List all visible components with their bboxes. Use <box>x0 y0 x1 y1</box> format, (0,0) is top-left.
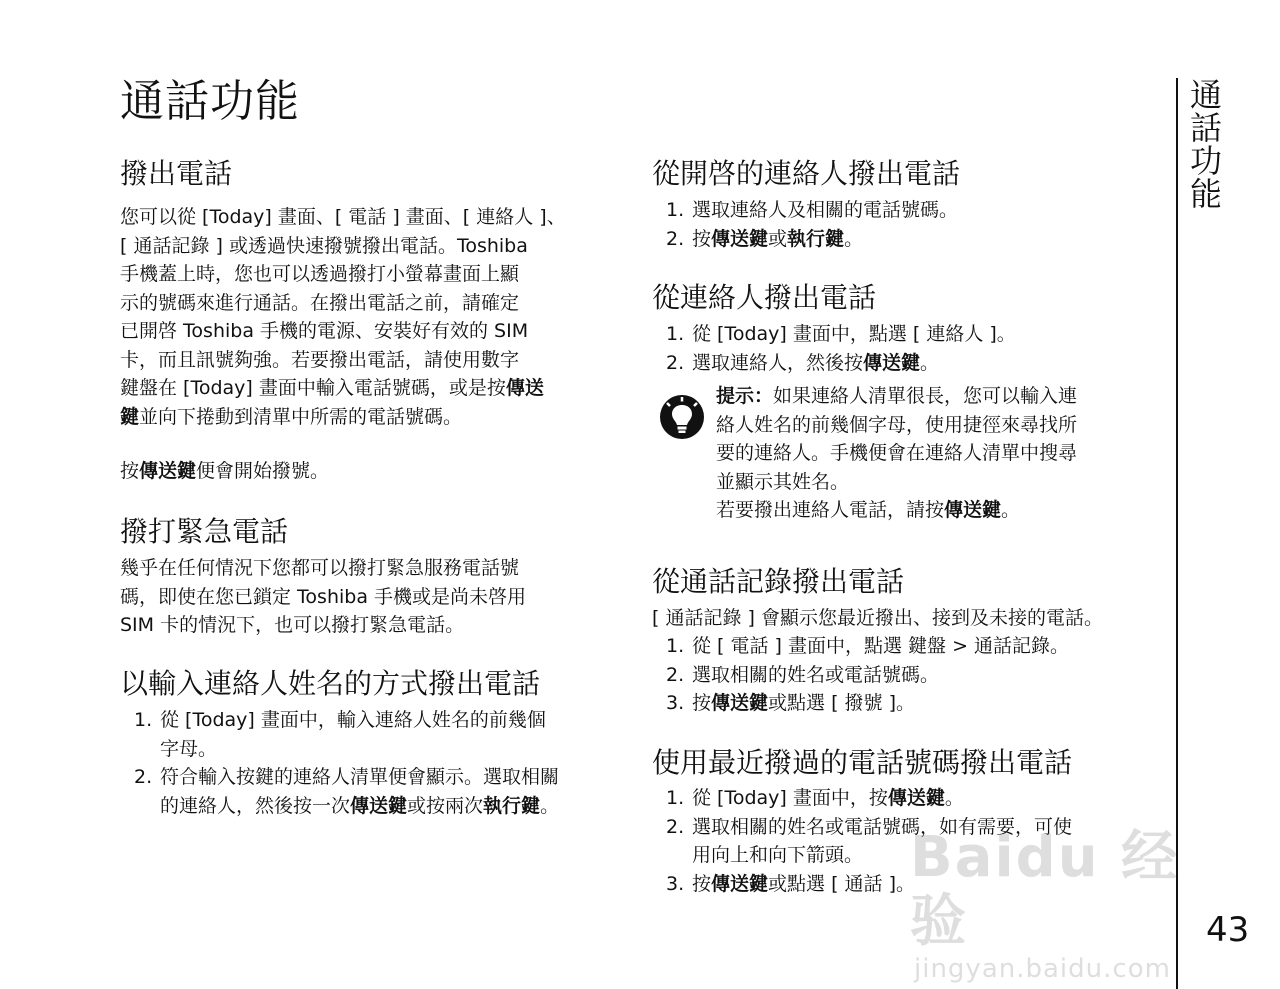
list-item: 3. 按傳送鍵或點選 [ 撥號 ]。 <box>666 692 915 714</box>
page-title: 通話功能 <box>120 76 300 127</box>
history-steps <box>652 632 1162 718</box>
tip-label: 提示： <box>716 385 774 407</box>
call-by-name-steps <box>120 706 640 820</box>
watermark-url: jingyan.baidu.com <box>914 954 1171 984</box>
heading-make-call: 撥出電話 <box>120 157 233 190</box>
text-line: 鍵並向下捲動到清單中所需的電話號碼。 <box>120 405 463 428</box>
text-line: 幾乎在任何情況下您都可以撥打緊急服務電話號 <box>120 557 520 579</box>
lightbulb-tip-icon <box>659 394 705 440</box>
send-key-term: 傳送鍵 <box>139 460 197 482</box>
list-item: 2. 選取相關的姓名或電話號碼，如有需要，可使 用向上和向下箭頭。 <box>666 815 1073 866</box>
list-item: 2. 符合輸入按鍵的連絡人清單便會顯示。選取相關 的連絡人，然後按一次傳送鍵或按兩次執行鍵。 <box>134 766 560 817</box>
list-item: 2. 按傳送鍵或執行鍵。 <box>666 227 864 250</box>
list-item: 1. 從 [Today] 畫面中，按傳送鍵。 <box>666 787 964 809</box>
watermark-logo-text: Baidu 经验 <box>910 825 1180 954</box>
heading-emergency-call: 撥打緊急電話 <box>120 515 289 548</box>
list-item: 1. 從 [Today] 畫面中，點選 [ 連絡人 ]。 <box>666 323 1016 345</box>
key-term: 鍵 <box>120 405 140 428</box>
intro-paragraph <box>120 203 640 431</box>
open-contact-steps <box>652 196 1162 253</box>
text-line: 卡，而且訊號夠強。若要撥出電話，請使用數字 <box>120 348 520 371</box>
text-line: 您可以從 [Today] 畫面、[ 電話 ] 畫面、[ 連絡人 ]、 <box>120 206 566 228</box>
heading-call-recent-number: 使用最近撥過的電話號碼撥出電話 <box>652 746 1073 779</box>
emergency-paragraph <box>120 554 640 640</box>
heading-call-from-history: 從通話記錄撥出電話 <box>652 565 905 598</box>
side-tab-label: 通話功能 <box>1185 78 1223 210</box>
text-line: 手機蓋上時，您也可以透過撥打小螢幕畫面上顯 <box>120 263 520 285</box>
dial-paragraph: 按傳送鍵便會開始撥號。 <box>120 460 330 482</box>
recent-number-steps <box>652 784 1162 898</box>
heading-call-by-name: 以輸入連絡人姓名的方式撥出電話 <box>120 667 541 700</box>
list-item: 3. 按傳送鍵或點選 [ 通話 ]。 <box>666 872 915 895</box>
page-number: 43 <box>1206 910 1250 950</box>
list-item: 1. 從 [ 電話 ] 畫面中，點選 鍵盤 > 通話記錄。 <box>666 635 1070 657</box>
text-line: SIM 卡的情況下，也可以撥打緊急電話。 <box>120 614 465 636</box>
tip-box: 提示：如果連絡人清單很長，您可以輸入連 絡人姓名的前幾個字母，使用捷徑來尋找所 要的連絡人。手機便會在連絡人清單中搜尋 並顯示其姓名。 若要撥出連絡人電話，請按傳送鍵。 <box>716 385 1078 521</box>
text-line: [ 通話記錄 ] 或透過快速撥號撥出電話。Toshiba <box>120 234 528 257</box>
send-key-term: 傳送 <box>505 377 544 399</box>
list-item: 1. 從 [Today] 畫面中，輸入連絡人姓名的前幾個 字母。 <box>134 709 546 760</box>
text-line: 示的號碼來進行通話。在撥出電話之前，請確定 <box>120 291 520 314</box>
heading-call-from-open-contact: 從開啓的連絡人撥出電話 <box>652 157 961 190</box>
contacts-steps <box>652 320 1162 377</box>
history-intro: [ 通話記錄 ] 會顯示您最近撥出、接到及未接的電話。 <box>652 607 1103 629</box>
heading-call-from-contacts: 從連絡人撥出電話 <box>652 281 877 314</box>
list-item: 2. 選取連絡人，然後按傳送鍵。 <box>666 351 940 374</box>
text-line: 已開啓 Toshiba 手機的電源、安裝好有效的 SIM <box>120 320 529 342</box>
list-item: 2. 選取相關的姓名或電話號碼。 <box>666 663 940 686</box>
text-line: 碼，即使在您已鎖定 Toshiba 手機或是尚未啓用 <box>120 585 527 608</box>
list-item: 1. 選取連絡人及相關的電話號碼。 <box>666 199 959 221</box>
side-tab-divider <box>1176 78 1178 989</box>
text-line: 鍵盤在 [Today] 畫面中輸入電話號碼，或是按傳送 <box>120 377 544 399</box>
